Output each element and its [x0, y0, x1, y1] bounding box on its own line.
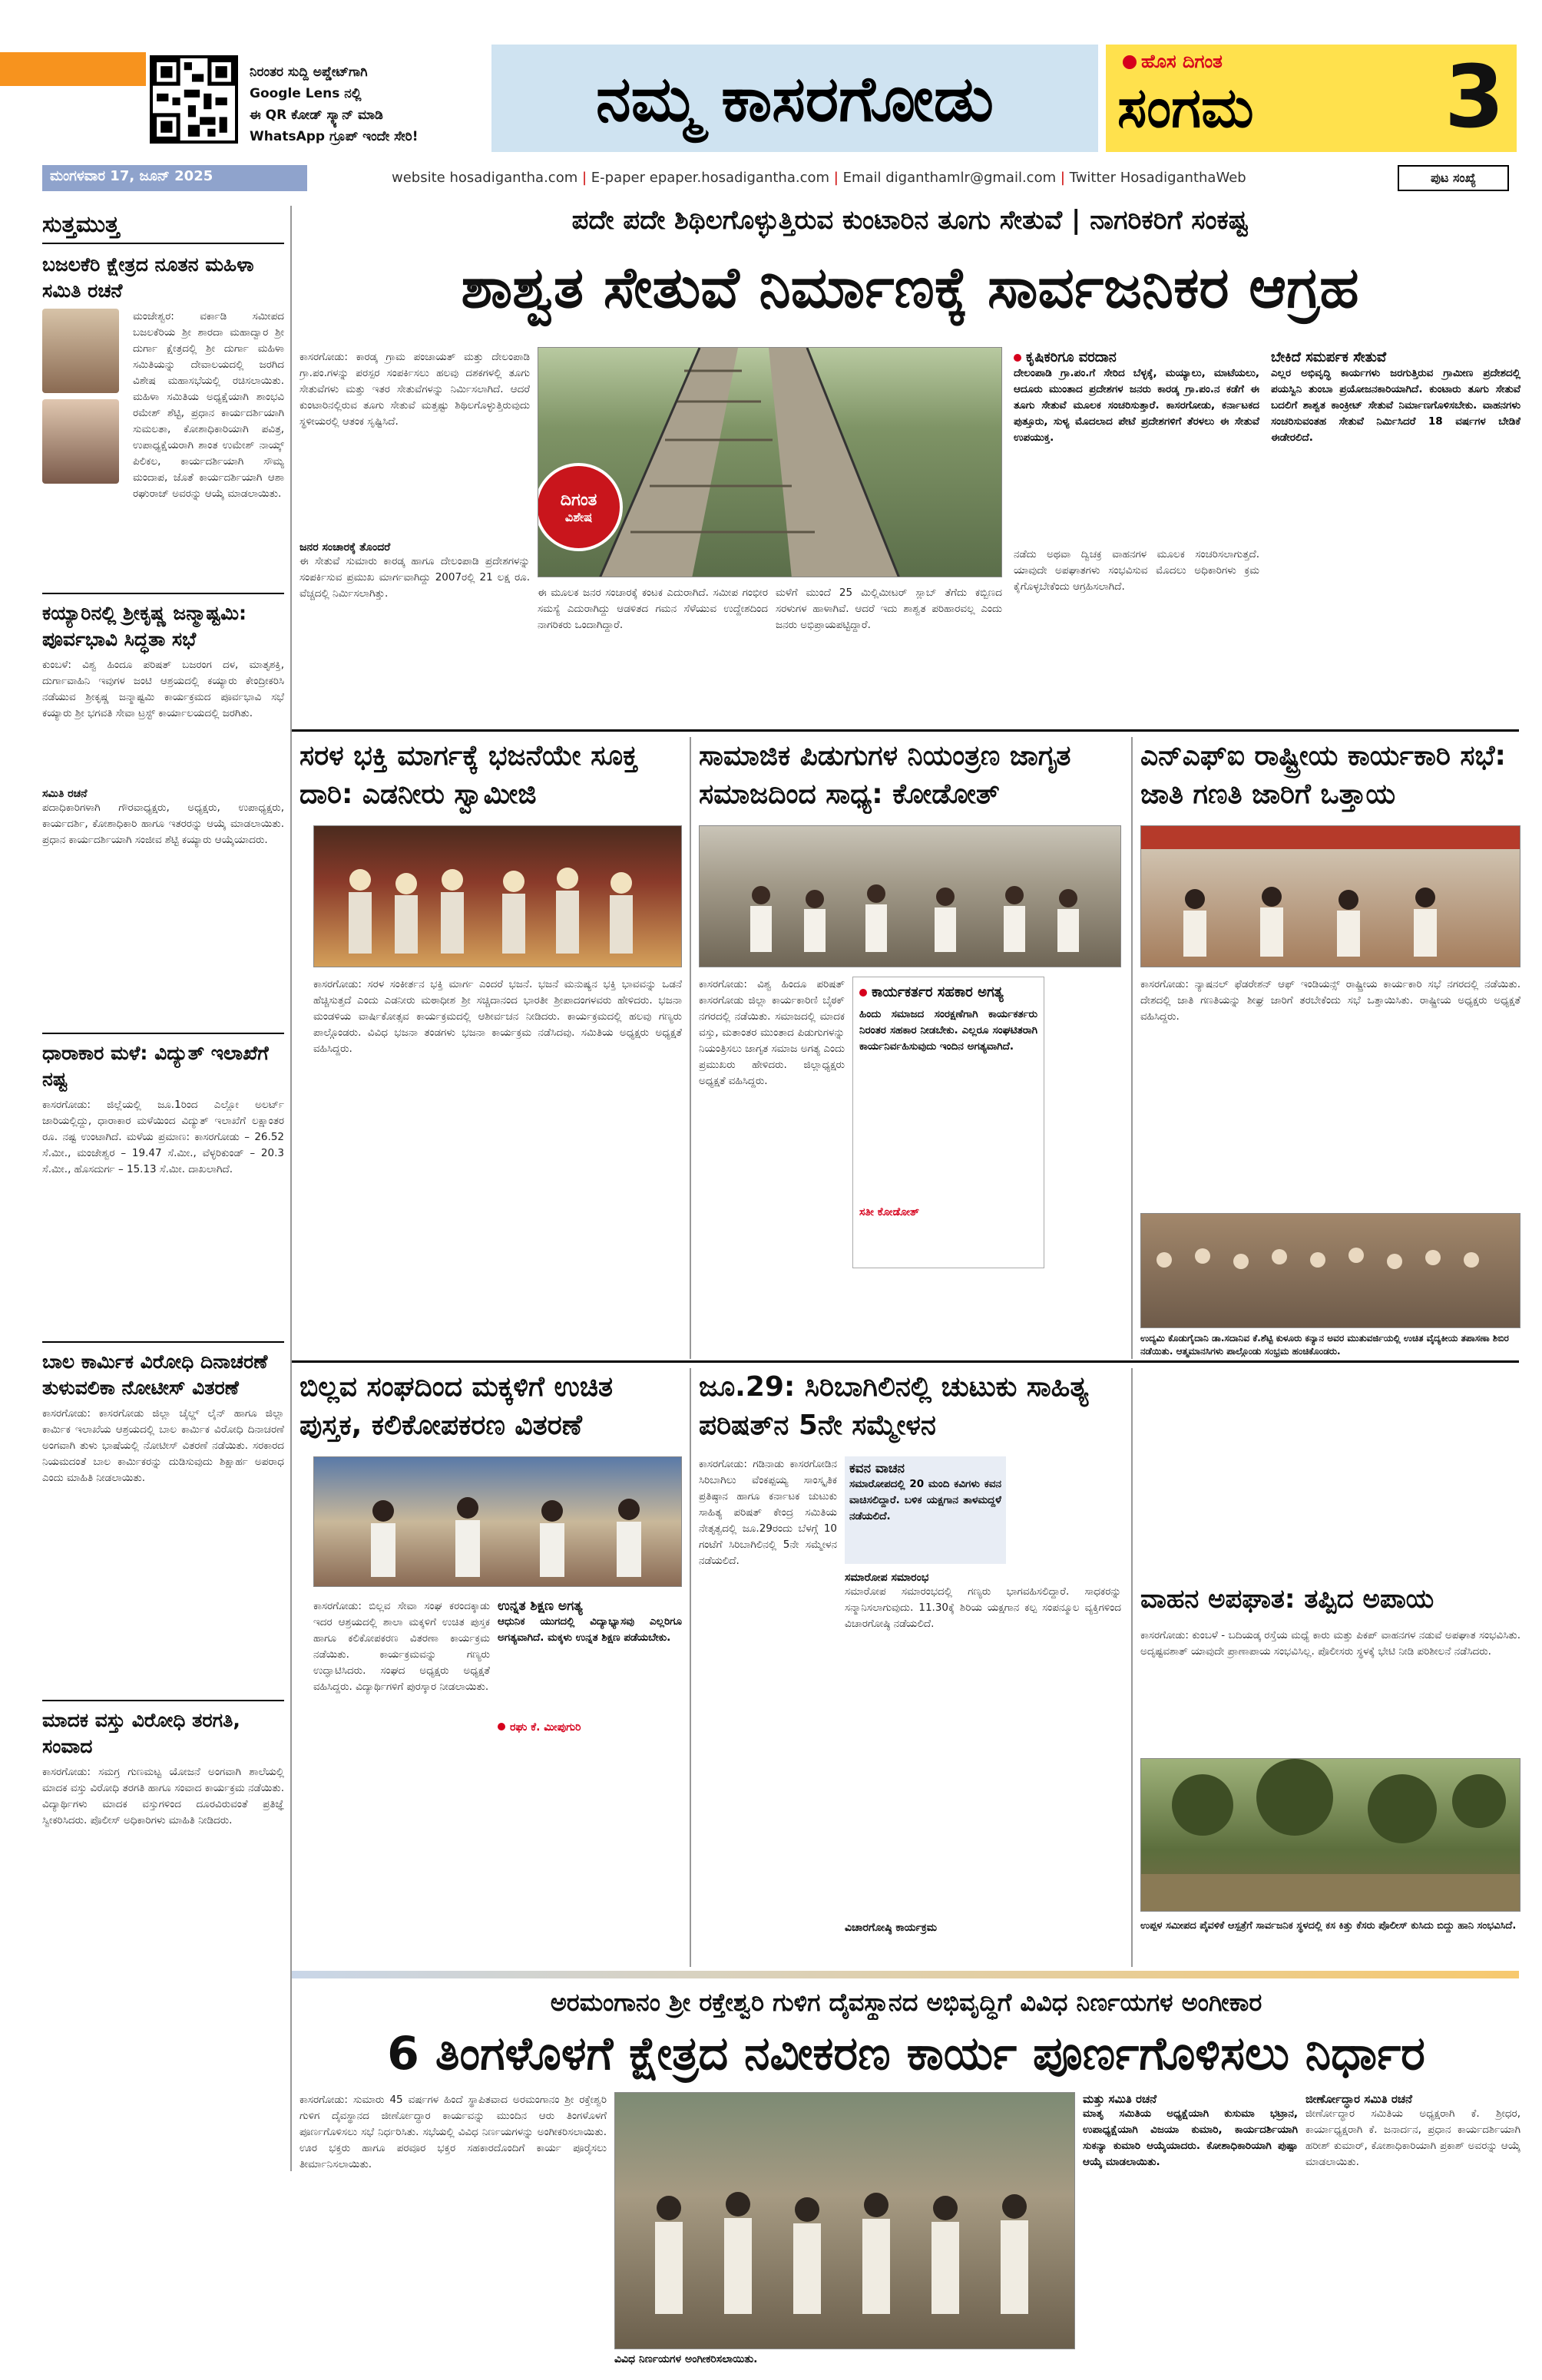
- story-bhajane: [299, 737, 683, 1359]
- story-subhead: ಸಮಿತಿ ರಚನೆ: [42, 788, 88, 800]
- bridge-photo: [538, 347, 1002, 577]
- page-number: 3: [1444, 48, 1504, 147]
- twitter-link[interactable]: Twitter HosadiganthaWeb: [1069, 170, 1246, 186]
- photo-caption: ವಿವಿಧ ನಿರ್ಣಯಗಳ ಅಂಗೀಕರಿಸಲಾಯಿತು.: [614, 2353, 758, 2365]
- bottom-headline: 6 ತಿಂಗಳೊಳಗೆ ಕ್ಷೇತ್ರದ ನವೀಕರಣ ಕಾರ್ಯ ಪೂರ್ಣಗೊಳಿಸಲು ನಿರ್ಧಾರ: [387, 2027, 1425, 2081]
- col-divider: [1131, 1368, 1133, 1967]
- story-body: ಕಾಸರಗೋಡು: ಕಾಸರಗೋಡು ಜಿಲ್ಲಾ ಚೈಲ್ಡ್ ಲೈನ್ ಹಾಗೂ ಜಿಲ್ಲಾ ಕಾರ್ಮಿಕ ಇಲಾಖೆಯ ಆಶ್ರಯದಲ್ಲಿ ಬಾಲ ಕಾರ್ಮಿಕ ವಿರೋಧಿ ದಿನಾಚರಣೆ ಅಂಗವಾಗಿ ತುಳು ಭಾಷೆಯಲ್ಲಿ ನೋಟೀಸ್ ವಿತರಣೆ ನಡೆಯಿತು. ಸರಕಾರದ ನಿಯಮದಂತೆ ಬಾಲ ಕಾರ್ಮಿಕರನ್ನು ದುಡಿಸುವುದು ಶಿಕ್ಷಾರ್ಹ ಅಪರಾಧ ಎಂದು ಮಾಹಿತಿ ನೀಡಲಾಯಿತು.: [42, 1407, 284, 1484]
- row-divider: [292, 1360, 1519, 1363]
- promo-line: WhatsApp ಗ್ರೂಪ್ ಇಂದೇ ಸೇರಿ!: [250, 129, 419, 144]
- brand-logo-icon: [1123, 55, 1137, 69]
- story-headline: ಸರಳ ಭಕ್ತಿ ಮಾರ್ಗಕ್ಕೆ ಭಜನೆಯೇ ಸೂಕ್ತ ದಾರಿ: ಎಡನೀರು ಸ್ವಾಮೀಜಿ: [299, 740, 638, 810]
- temple-meeting-photo: [614, 2092, 1075, 2349]
- seal-bottom: ವಿಶೇಷ: [564, 510, 593, 524]
- page-count: ಪುಟ ಸಂಖ್ಯೆ: [1430, 170, 1477, 185]
- info-bar: [42, 165, 1520, 191]
- story-headline: ಜೂ.29: ಸಿರಿಬಾಗಿಲಿನಲ್ಲಿ ಚುಟುಕು ಸಾಹಿತ್ಯ ಪರಿಷತ್‌ನ 5ನೇ ಸಮ್ಮೇಳನ: [699, 1371, 1089, 1441]
- story-vhp: [699, 737, 1125, 1359]
- supplement-name: ಸಂಗಮ: [1117, 75, 1254, 140]
- story-subhead: ಜನರ ಸಂಚಾರಕ್ಕೆ ತೊಂದರೆ: [299, 541, 391, 554]
- story-body: ಕಾಸರಗೋಡು: ಸಮಗ್ರ ಗುಣಮಟ್ಟ ಯೋಜನೆ ಅಂಗವಾಗಿ ಶಾಲೆಯಲ್ಲಿ ಮಾದಕ ವಸ್ತು ವಿರೋಧಿ ತರಗತಿ ಹಾಗೂ ಸಂವಾದ ಕಾರ್ಯಕ್ರಮ ನಡೆಯಿತು. ವಿದ್ಯಾರ್ಥಿಗಳು ಮಾದಕ ವಸ್ತುಗಳಿಂದ ದೂರವಿರುವಂತೆ ಪ್ರತಿಜ್ಞೆ ಸ್ವೀಕರಿಸಿದರು. ಪೊಲೀಸ್ ಅಧಿಕಾರಿಗಳು ಮಾಹಿತಿ ನೀಡಿದರು.: [42, 1766, 284, 1826]
- bullet-icon: [859, 989, 867, 997]
- story-headline: ಬಾಲ ಕಾರ್ಮಿಕ ವಿರೋಧಿ ದಿನಾಚರಣೆ ತುಳುವಲಿಕಾ ನೋಟೀಸ್ ವಿತರಣೆ: [42, 1350, 268, 1399]
- issue-date: ಮಂಗಳವಾರ 17, ಜೂನ್ 2025: [50, 168, 213, 184]
- quote-signature: ರಘು ಕೆ. ಮೀಪುಗುರಿ: [498, 1721, 682, 1734]
- seal-top: ದಿಗಂತ: [560, 491, 597, 510]
- quote-box: ಉನ್ನತ ಶಿಕ್ಷಣ ಅಗತ್ಯ ಆಧುನಿಕ ಯುಗದಲ್ಲಿ ವಿದ್ಯಾಭ್ಯಾಸವು ಎಲ್ಲರಿಗೂ ಅಗತ್ಯವಾಗಿದೆ. ಮಕ್ಕಳು ಉನ್ನತ ಶಿಕ್ಷಣ ಪಡೆಯಬೇಕು. ರಘು ಕೆ. ಮೀಪುಗುರಿ: [498, 1598, 682, 1734]
- story-headline: ಕಯ್ಯಾರಿನಲ್ಲಿ ಶ್ರೀಕೃಷ್ಣ ಜನ್ಮಾಷ್ಟಮಿ: ಪೂರ್ವಭಾವಿ ಸಿದ್ಧತಾ ಸಭೆ: [42, 602, 247, 650]
- story-body: ಪದಾಧಿಕಾರಿಗಳಾಗಿ ಗೌರವಾಧ್ಯಕ್ಷರು, ಅಧ್ಯಕ್ಷರು, ಉಪಾಧ್ಯಕ್ಷರು, ಕಾರ್ಯದರ್ಶಿ, ಕೋಶಾಧಿಕಾರಿ ಹಾಗೂ ಇತರರನ್ನು ಆಯ್ಕೆ ಮಾಡಲಾಯಿತು. ಪ್ರಧಾನ ಕಾರ್ಯದರ್ಶಿಯಾಗಿ ಸಂಜೀವ ಶೆಟ್ಟಿ ಕಯ್ಯಾರು ಆಯ್ಕೆಯಾದರು.: [42, 802, 284, 846]
- story-headline: ಎನ್‌ಎಫ್‌ಐ ರಾಷ್ಟ್ರೀಯ ಕಾರ್ಯಕಾರಿ ಸಭೆ: ಜಾತಿ ಗಣತಿ ಜಾರಿಗೆ ಒತ್ತಾಯ: [1140, 740, 1506, 810]
- sidebar-story-1: [42, 252, 284, 585]
- epaper-link[interactable]: E-paper epaper.hosadigantha.com: [591, 170, 830, 186]
- brand-name: ಹೊಸ ದಿಗಂತ: [1141, 51, 1223, 72]
- lead-body-col3: ಮಳೆಗೆ ಮುಂದೆ 25 ಮಿಲ್ಲಿಮೀಟರ್ ಸ್ಲಾಬ್ ತೆಗೆದು ಕಬ್ಬಿಣದ ಸರಳುಗಳ ಹಾಳಾಗಿವೆ. ಆದರೆ ಇದು ಶಾಶ್ವತ ಪರಿಹಾರವಲ್ಲ ಎಂದು ಜನರು ಅಭಿಪ್ರಾಯಪಟ್ಟಿದ್ದಾರೆ.: [776, 587, 1002, 631]
- sidebar-section-title: ಸುತ್ತಮುತ್ತ: [42, 206, 284, 244]
- col-divider: [1131, 737, 1133, 1359]
- story-headline: ಮಾದಕ ವಸ್ತು ವಿರೋಧಿ ತರಗತಿ, ಸಂವಾದ: [42, 1709, 240, 1757]
- promo-line: ನಿರಂತರ ಸುದ್ದಿ ಅಪ್ಡೇಟ್‌ಗಾಗಿ: [250, 64, 368, 80]
- crowd-photo: [1140, 1213, 1520, 1328]
- masthead-title: ನಮ್ಮ ಕಾಸರಗೋಡು: [596, 63, 994, 136]
- story-continuation: ಸಮಾರೋಪ ಸಮಾರಂಭ ಸಮಾರೋಪ ಸಮಾರಂಭದಲ್ಲಿ ಗಣ್ಯರು ಭಾಗವಹಿಸಲಿದ್ದಾರೆ. ಸಾಧಕರನ್ನು ಸನ್ಮಾನಿಸಲಾಗುವುದು. 11.30ಕ್ಕೆ ಶಿರಿಯ ಯಕ್ಷಗಾನ ಕಲ್ಪ ಸಂಪನ್ಮೂಲ ವ್ಯಕ್ತಿಗಳಿಂದ ವಿಚಾರಗೋಷ್ಠಿ ನಡೆಯಲಿದೆ. ವಿಚಾರಗೋಷ್ಠಿ ಕಾರ್ಯಕ್ರಮ: [845, 1572, 1121, 1934]
- page-count-box: [1398, 165, 1509, 191]
- promo-line: Google Lens ನಲ್ಲಿ: [250, 86, 362, 101]
- book-distribution-photo: [313, 1456, 682, 1587]
- lead-body-col1: ಕಾಸರಗೋಡು: ಕಾರಡ್ಕ ಗ್ರಾಮ ಪಂಚಾಯತ್ ಮತ್ತು ದೇಲಂಪಾಡಿ ಗ್ರಾ.ಪಂ.ಗಳನ್ನು ಪರಸ್ಪರ ಸಂಪರ್ಕಿಸಲು ಹಲವು ದಶಕಗಳಲ್ಲಿ ತೂಗು ಸೇತುವೆಗಳು ಮತ್ತು ಇತರ ಸೇತುವೆಗಳನ್ನು ನಿರ್ಮಿಸಲಾಗಿದೆ. ಆದರೆ ಕುಂಟಾರಿನಲ್ಲಿರುವ ತೂಗು ಸೇತುವೆ ಮತ್ತಷ್ಟು ಶಿಥಿಲಗೊಳ್ಳುತ್ತಿರುವುದು ಸ್ಥಳೀಯರಲ್ಲಿ ಆತಂಕ ಸೃಷ್ಟಿಸಿದೆ. ಜನರ ಸಂಚಾರಕ್ಕೆ ತೊಂದರೆ ಈ ಸೇತುವೆ ಸುಮಾರು ಕಾರಡ್ಕ ಹಾಗೂ ದೇಲಂಪಾಡಿ ಪ್ರದೇಶಗಳನ್ನು ಸಂಪರ್ಕಿಸುವ ಪ್ರಮುಖ ಮಾರ್ಗವಾಗಿದ್ದು 2007ರಲ್ಲಿ 21 ಲಕ್ಷ ರೂ. ವೆಚ್ಚದಲ್ಲಿ ನಿರ್ಮಿಸಲಾಗಿತ್ತು.: [299, 351, 530, 600]
- lead-box-1: ಕೃಷಿಕರಿಗೂ ವರದಾನ ದೇಲಂಪಾಡಿ ಗ್ರಾ.ಪಂ.ಗೆ ಸೇರಿದ ಬೆಳ್ಳಕ್ಕೆ, ಮಯ್ಯಾಲು, ಮಾಟೆಯಲು, ಆದೂರು ಮುಂತಾದ ಪ್ರದೇಶಗಳ ಜನರು ಕಾರಡ್ಕ ಗ್ರಾ.ಪಂ.ನ ಕಡೆಗೆ ಈ ತೂಗು ಸೇತುವೆ ಮೂಲಕ ಸಂಚರಿಸುತ್ತಾರೆ. ಕಾಸರಗೋಡು, ಕರ್ನಾಟಕದ ಪುತ್ತೂರು, ಸುಳ್ಯ ಮೊದಲಾದ ಪೇಟೆ ಪ್ರದೇಶಗಳಿಗೆ ತೆರಳಲು ಈ ಸೇತುವೆ ಉಪಯುಕ್ತ. ನಡೆದು ಅಥವಾ ದ್ವಿಚಕ್ರ ವಾಹನಗಳ ಮೂಲಕ ಸಂಚರಿಸಲಾಗುತ್ತದೆ. ಯಾವುದೇ ಅಪಘಾತಗಳು ಸಂಭವಿಸುವ ಮೊದಲು ಅಧಿಕಾರಿಗಳು ಕ್ರಮ ಕೈಗೊಳ್ಳಬೇಕೆಂದು ಆಗ್ರಹಿಸಲಾಗಿದೆ.: [1014, 349, 1259, 593]
- bottom-body-col3: ಮತ್ತು ಸಮಿತಿ ರಚನೆ ಮಾತೃ ಸಮಿತಿಯ ಅಧ್ಯಕ್ಷೆಯಾಗಿ ಕುಸುಮಾ ಭಟ್ರಾನ, ಉಪಾಧ್ಯಕ್ಷೆಯಾಗಿ ವಿಜಯಾ ಕುಮಾರಿ, ಕಾರ್ಯದರ್ಶಿಯಾಗಿ ಸುಕನ್ಯಾ ಕುಮಾರಿ ಆಯ್ಕೆಯಾದರು. ಕೋಶಾಧಿಕಾರಿಯಾಗಿ ಪುಷ್ಪಾ ಆಯ್ಕೆ ಮಾಡಲಾಯಿತು.: [1083, 2092, 1298, 2168]
- website-link[interactable]: website hosadigantha.com: [392, 170, 578, 186]
- promo-line: ಈ QR ಕೋಡ್ ಸ್ಕ್ಯಾನ್ ಮಾಡಿ: [250, 107, 383, 123]
- box-title: ಉನ್ನತ ಶಿಕ್ಷಣ ಅಗತ್ಯ: [498, 1598, 583, 1614]
- story-headline: ಧಾರಾಕಾರ ಮಳೆ: ವಿದ್ಯುತ್ ಇಲಾಖೆಗೆ ನಷ್ಟ: [42, 1042, 269, 1090]
- lead-body-col2: ಈ ಮೂಲಕ ಜನರ ಸಂಚಾರಕ್ಕೆ ಕಂಟಕ ಎದುರಾಗಿದೆ. ಸಮೀಪ ಗಂಭೀರ ಸಮಸ್ಯೆ ಎದುರಾಗಿದ್ದು ಆಡಳಿತದ ಗಮನ ಸೆಳೆಯುವ ಉದ್ದೇಶದಿಂದ ನಾಗರಿಕರು ಒಂದಾಗಿದ್ದಾರೆ.: [538, 587, 768, 631]
- row-divider: [292, 729, 1519, 732]
- contact-line: website hosadigantha.com | E-paper epaper.hosadigantha.com | Email diganthamlr@gmail.com | Twitter HosadiganthaWeb: [392, 170, 1246, 186]
- story-subhead: ಮತ್ತು ಸಮಿತಿ ರಚನೆ: [1083, 2092, 1157, 2106]
- quote-box: ಕಾರ್ಯಕರ್ತರ ಸಹಕಾರ ಅಗತ್ಯ ಹಿಂದು ಸಮಾಜದ ಸಂರಕ್ಷಣೆಗಾಗಿ ಕಾರ್ಯಕರ್ತರು ನಿರಂತರ ಸಹಕಾರ ನೀಡಬೇಕು. ಎಲ್ಲರೂ ಸಂಘಟಿತರಾಗಿ ಕಾರ್ಯನಿರ್ವಹಿಸುವುದು ಇಂದಿನ ಅಗತ್ಯವಾಗಿದೆ. ಸತೀ ಕೋಡೋತ್: [852, 977, 1044, 1268]
- bottom-kicker: ಅರಮಂಗಾನಂ ಶ್ರೀ ರಕ್ತೇಶ್ವರಿ ಗುಳಿಗ ದೈವಸ್ಥಾನದ ಅಭಿವೃದ್ಧಿಗೆ ವಿವಿಧ ನಿರ್ಣಯಗಳ ಅಂಗೀಕಾರ: [550, 1988, 1262, 2017]
- row-divider: [292, 1971, 1519, 1978]
- story-body: ಕಾಸರಗೋಡು: ಬಿಲ್ಲವ ಸೇವಾ ಸಂಘ ಕರಂದಕ್ಕಾಡು ಇದರ ಆಶ್ರಯದಲ್ಲಿ ಶಾಲಾ ಮಕ್ಕಳಿಗೆ ಉಚಿತ ಪುಸ್ತಕ ಹಾಗೂ ಕಲಿಕೋಪಕರಣ ವಿತರಣಾ ಕಾರ್ಯಕ್ರಮ ನಡೆಯಿತು. ಕಾರ್ಯಕ್ರಮವನ್ನು ಗಣ್ಯರು ಉದ್ಘಾಟಿಸಿದರು. ಸಂಘದ ಅಧ್ಯಕ್ಷರು ಅಧ್ಯಕ್ಷತೆ ವಹಿಸಿದ್ದರು. ವಿದ್ಯಾರ್ಥಿಗಳಿಗೆ ಪುರಸ್ಕಾರ ನೀಡಲಾಯಿತು.: [313, 1600, 490, 1693]
- story-headline: ಸಾಮಾಜಿಕ ಪಿಡುಗುಗಳ ನಿಯಂತ್ರಣ ಜಾಗೃತ ಸಮಾಜದಿಂದ ಸಾಧ್ಯ: ಕೋಡೋತ್: [699, 740, 1071, 810]
- story-body: ಕಾಸರಗೋಡು: ಸರಳ ಸಂಕೀರ್ತನ ಭಕ್ತಿ ಮಾರ್ಗ ಎಂದರೆ ಭಜನೆ. ಭಜನೆ ಮನುಷ್ಯನ ಭಕ್ತಿ ಭಾವವನ್ನು ಒಡನೆ ಹೆಚ್ಚಿಸುತ್ತದೆ ಎಂದು ಎಡನೀರು ಮಠಾಧೀಶ ಶ್ರೀ ಸಚ್ಚಿದಾನಂದ ಭಾರತೀ ಶ್ರೀಪಾದಂಗಳವರು ಹೇಳಿದರು. ಭಜನಾ ಮಂಡಳಿಯ ವಾರ್ಷಿಕೋತ್ಸವ ಕಾರ್ಯಕ್ರಮದಲ್ಲಿ ಆಶೀರ್ವಚನ ನೀಡಿದರು. ಕಾರ್ಯಕ್ರಮದಲ್ಲಿ ಹಲವು ಗಣ್ಯರು ಪಾಲ್ಗೊಂಡರು. ವಿವಿಧ ಭಜನಾ ತಂಡಗಳು ಭಜನಾ ಕಾರ್ಯಕ್ರಮ ನಡೆಸಿದವು. ಸಮಿತಿಯ ಅಧ್ಯಕ್ಷರು ಅಧ್ಯಕ್ಷತೆ ವಹಿಸಿದ್ದರು.: [313, 978, 682, 1055]
- portrait-photo: [42, 309, 119, 393]
- story-body: ಕಾಸರಗೋಡು: ವಿಶ್ವ ಹಿಂದೂ ಪರಿಷತ್ ಕಾಸರಗೋಡು ಜಿಲ್ಲಾ ಕಾರ್ಯಕಾರಿಣಿ ಬೈಠಕ್ ನಗರದಲ್ಲಿ ನಡೆಯಿತು. ಸಮಾಜದಲ್ಲಿ ಮಾದಕ ವಸ್ತು, ಮತಾಂತರ ಮುಂತಾದ ಪಿಡುಗುಗಳನ್ನು ನಿಯಂತ್ರಿಸಲು ಜಾಗೃತ ಸಮಾಜ ಅಗತ್ಯ ಎಂದು ಪ್ರಮುಖರು ಹೇಳಿದರು. ಜಿಲ್ಲಾಧ್ಯಕ್ಷರು ಅಧ್ಯಕ್ಷತೆ ವಹಿಸಿದ್ದರು.: [699, 978, 845, 1087]
- col-divider: [690, 737, 691, 1359]
- box-title: ಕೃಷಿಕರಿಗೂ ವರದಾನ: [1014, 349, 1259, 365]
- story-body: ಕಾಸರಗೋಡು: ಜಿಲ್ಲೆಯಲ್ಲಿ ಜೂ.1ರಿಂದ ಎಲ್ಲೋ ಅಲರ್ಟ್ ಜಾರಿಯಲ್ಲಿದ್ದು, ಧಾರಾಕಾರ ಮಳೆಯಿಂದ ವಿದ್ಯುತ್ ಇಲಾಖೆಗೆ ಲಕ್ಷಾಂತರ ರೂ. ನಷ್ಟ ಉಂಟಾಗಿದೆ. ಮಳೆಯ ಪ್ರಮಾಣ: ಕಾಸರಗೋಡು – 26.52 ಸೆ.ಮೀ., ಮಂಜೇಶ್ವರ – 19.47 ಸೆ.ಮೀ., ವೆಳ್ಳರಿಕುಂಡ್ – 20.3 ಸೆ.ಮೀ., ಹೊಸದುರ್ಗ – 15.13 ಸೆ.ಮೀ. ದಾಖಲಾಗಿದೆ.: [42, 1099, 284, 1175]
- portrait-photo: [42, 399, 119, 484]
- qr-code-icon[interactable]: [150, 55, 238, 144]
- bottom-body-col1: ಕಾಸರಗೋಡು: ಸುಮಾರು 45 ವರ್ಷಗಳ ಹಿಂದೆ ಸ್ಥಾಪಿತವಾದ ಅರಮಂಗಾನಂ ಶ್ರೀ ರಕ್ತೇಶ್ವರಿ ಗುಳಿಗ ದೈವಸ್ಥಾನದ ಜೀರ್ಣೋದ್ಧಾರ ಕಾರ್ಯವನ್ನು ಮುಂದಿನ ಆರು ತಿಂಗಳೊಳಗೆ ಪೂರ್ಣಗೊಳಿಸಲು ಸಭೆ ನಿರ್ಧರಿಸಿತು. ಸಭೆಯಲ್ಲಿ ವಿವಿಧ ನಿರ್ಣಯಗಳನ್ನು ಅಂಗೀಕರಿಸಲಾಯಿತು. ಊರ ಭಕ್ತರು ಹಾಗೂ ಪರವೂರ ಭಕ್ತರ ಸಹಕಾರದೊಂದಿಗೆ ಕಾರ್ಯ ಪೂರೈಸಲು ತೀರ್ಮಾನಿಸಲಾಯಿತು.: [299, 2094, 607, 2170]
- photo-caption: ಉದ್ಯಮಿ ಕೊಡುಗೈದಾನಿ ಡಾ.ಸದಾನಿವ ಕೆ.ಶೆಟ್ಟಿ ಕುಳೂರು ಕನ್ಯಾನ ಅವರ ಮುತುವರ್ಜಿಯಲ್ಲಿ ಉಚಿತ ವೈದ್ಯಕೀಯ ತಪಾಸಣಾ ಶಿಬಿರ ನಡೆಯಿತು. ಆತ್ಮಮಾನಸಿಗಳು ಪಾಲ್ಗೊಂಡು ಸಂಭ್ರಮ ಹಂಚಿಕೊಂಡರು.: [1140, 1333, 1509, 1357]
- story-headline: ಬಿಲ್ಲವ ಸಂಘದಿಂದ ಮಕ್ಕಳಿಗೆ ಉಚಿತ ಪುಸ್ತಕ, ಕಲಿಕೋಪಕರಣ ವಿತರಣೆ: [299, 1371, 614, 1441]
- info-box: ಕವನ ವಾಚನ ಸಮಾರೋಪದಲ್ಲಿ 20 ಮಂದಿ ಕವಿಗಳು ಕವನ ವಾಚಿಸಲಿದ್ದಾರೆ. ಬಳಿಕ ಯಕ್ಷಗಾನ ತಾಳಮದ್ದಳೆ ನಡೆಯಲಿದೆ.: [845, 1456, 1006, 1564]
- col-divider: [690, 1368, 691, 1967]
- promo-text: [250, 61, 480, 147]
- story-accident: [1140, 1582, 1520, 1965]
- story-subhead: ಜೀರ್ಣೋದ್ಧಾರ ಸಮಿತಿ ರಚನೆ: [1305, 2092, 1412, 2106]
- sidebar-story-3: [42, 1033, 284, 1335]
- bullet-icon: [1014, 354, 1021, 362]
- sidebar-story-2: [42, 593, 284, 1026]
- brand: [1123, 51, 1223, 72]
- sidebar-divider: [290, 206, 292, 2171]
- sidebar: [42, 206, 284, 2171]
- meeting-photo: [699, 825, 1121, 967]
- event-photo: [313, 825, 682, 967]
- digantha-seal: [538, 463, 623, 551]
- photo-caption: ಉಪ್ಪಳ ಸಮೀಪದ ಪೈವಳಿಕೆ ಆಸ್ಪತ್ರೆಗೆ ಸಾರ್ವಜನಿಕ ಸ್ಥಳದಲ್ಲಿ ಕಸ ಕಿತ್ತು ಕೆಸರು ಪೊಲೀಸ್‌ ಕುಸಿದು ಬಿದ್ದು ಹಾನಿ ಸಂಭವಿಸಿದೆ.: [1140, 1920, 1517, 1932]
- nfi-meeting-photo: [1140, 825, 1520, 967]
- bottom-body-col4: ಜೀರ್ಣೋದ್ಧಾರ ಸಮಿತಿ ರಚನೆ ಜೀರ್ಣೋದ್ಧಾರ ಸಮಿತಿಯ ಅಧ್ಯಕ್ಷರಾಗಿ ಕೆ. ಶ್ರೀಧರ, ಕಾರ್ಯಾಧ್ಯಕ್ಷರಾಗಿ ಕೆ. ಜನಾರ್ದನ, ಪ್ರಧಾನ ಕಾರ್ಯದರ್ಶಿಯಾಗಿ ಹರೀಶ್ ಕುಮಾರ್, ಕೋಶಾಧಿಕಾರಿಯಾಗಿ ಪ್ರಕಾಶ್ ಅವರನ್ನು ಆಯ್ಕೆ ಮಾಡಲಾಯಿತು.: [1305, 2092, 1520, 2168]
- story-headline: ಬಜಲಕೆರಿ ಕ್ಷೇತ್ರದ ನೂತನ ಮಹಿಳಾ ಸಮಿತಿ ರಚನೆ: [42, 253, 254, 302]
- box-title: ಕವನ ವಾಚನ: [849, 1461, 905, 1476]
- story-body: ಕುಂಬಳೆ: ವಿಶ್ವ ಹಿಂದೂ ಪರಿಷತ್ ಬಜರಂಗ ದಳ, ಮಾತೃಶಕ್ತಿ, ದುರ್ಗಾವಾಹಿನಿ ಇವುಗಳ ಜಂಟಿ ಆಶ್ರಯದಲ್ಲಿ ಕಯ್ಯಾರು ಕೇಂದ್ರೀಕರಿಸಿ ನಡೆಯುವ ಶ್ರೀಕೃಷ್ಣ ಜನ್ಮಾಷ್ಟಮಿ ಕಾರ್ಯಕ್ರಮದ ಪೂರ್ವಭಾವಿ ಸಭೆ ಕಯ್ಯಾರು ಶ್ರೀ ಭಗವತಿ ಸೇವಾ ಟ್ರಸ್ಟ್ ಕಾರ್ಯಾಲಯದಲ್ಲಿ ಜರಗಿತು.: [42, 659, 284, 719]
- lead-box-2: ಬೇಕಿದೆ ಸಮರ್ಪಕ ಸೇತುವೆ ಎಲ್ಲರ ಅಭಿವೃದ್ಧಿ ಕಾರ್ಯಗಳು ಜರಗುತ್ತಿರುವ ಗ್ರಾಮೀಣ ಪ್ರದೇಶದಲ್ಲಿ ಪಯಸ್ವಿನಿ ತುಂಬಾ ಪ್ರಯೋಜನಕಾರಿಯಾಗಿದೆ. ಕುಂಟಾರು ತೂಗು ಸೇತುವೆ ಬದಲಿಗೆ ಶಾಶ್ವತ ಕಾಂಕ್ರೀಟ್ ಸೇತುವೆ ನಿರ್ಮಾಣಗೊಳಿಸಬೇಕು. ವಾಹನಗಳು ಸಂಚರಿಸುವಂತಹ ಸೇತುವೆ ನಿರ್ಮಿಸಿದರೆ 18 ವರ್ಷಗಳ ಬೇಡಿಕೆ ಈಡೇರಲಿದೆ.: [1271, 349, 1520, 444]
- story-body: ಮಂಜೇಶ್ವರ: ವರ್ಕಾಡಿ ಸಮೀಪದ ಬಜಲಕೆರಿಯ ಶ್ರೀ ಶಾರದಾ ಮಹಾದ್ವಾರ ಶ್ರೀ ದುರ್ಗಾ ಕ್ಷೇತ್ರದಲ್ಲಿ ಶ್ರೀ ದುರ್ಗಾ ಮಹಿಳಾ ಸಮಿತಿಯನ್ನು ದೇವಾಲಯದಲ್ಲಿ ಜರಗಿದ ವಿಶೇಷ ಮಹಾಸಭೆಯಲ್ಲಿ ರಚಿಸಲಾಯಿತು. ಮಹಿಳಾ ಸಮಿತಿಯ ಅಧ್ಯಕ್ಷೆಯಾಗಿ ಶಾಂಭವಿ ರಮೇಶ್ ಶೆಟ್ಟಿ, ಪ್ರಧಾನ ಕಾರ್ಯದರ್ಶಿಯಾಗಿ ಸುಮಲತಾ, ಕೋಶಾಧಿಕಾರಿಯಾಗಿ ಪವಿತ್ರ, ಉಪಾಧ್ಯಕ್ಷೆಯರಾಗಿ ಶಾಂತ ಉಮೇಶ್ ನಾಯ್ಕ್ ಪಿಲಿಕಲ, ಕಾರ್ಯದರ್ಶಿಯಾಗಿ ಸೌಮ್ಯ ಮಂದಾಪ, ಜೊತೆ ಕಾರ್ಯದರ್ಶಿಯಾಗಿ ಆಶಾ ರಘುರಾಜ್ ಅವರನ್ನು ಆಯ್ಕೆ ಮಾಡಲಾಯಿತು.: [133, 310, 284, 500]
- masthead: [0, 0, 1542, 157]
- masthead-left-bar: [0, 52, 146, 86]
- story-subhead: ಸಮಾರೋಪ ಸಮಾರಂಭ: [845, 1572, 929, 1584]
- box-title: ಕಾರ್ಯಕರ್ತರ ಸಹಕಾರ ಅಗತ್ಯ: [859, 983, 1037, 1002]
- email-link[interactable]: Email diganthamlr@gmail.com: [842, 170, 1057, 186]
- story-chutuku: [699, 1368, 1125, 1967]
- story-subhead: ವಿಚಾರಗೋಷ್ಠಿ ಕಾರ್ಯಕ್ರಮ: [845, 1922, 938, 1934]
- box-title: ಬೇಕಿದೆ ಸಮರ್ಪಕ ಸೇತುವೆ: [1271, 349, 1387, 365]
- sidebar-story-4: [42, 1341, 284, 1694]
- quote-signature: ಸತೀ ಕೋಡೋತ್: [859, 1206, 919, 1218]
- story-body: ಕಾಸರಗೋಡು: ಗಡಿನಾಡು ಕಾಸರಗೋಡಿನ ಸಿರಿಬಾಗಿಲು ವೆಂಕಪ್ಪಯ್ಯ ಸಾಂಸ್ಕೃತಿಕ ಪ್ರತಿಷ್ಠಾನ ಹಾಗೂ ಕರ್ನಾಟಕ ಚುಟುಕು ಸಾಹಿತ್ಯ ಪರಿಷತ್ ಕೇಂದ್ರ ಸಮಿತಿಯ ನೇತೃತ್ವದಲ್ಲಿ ಜೂ.29ರಂದು ಬೆಳಗ್ಗೆ 10 ಗಂಟೆಗೆ ಸಿರಿಬಾಗಿಲಿನಲ್ಲಿ 5ನೇ ಸಮ್ಮೇಳನ ನಡೆಯಲಿದೆ.: [699, 1458, 837, 1567]
- lead-kicker: ಪದೇ ಪದೇ ಶಿಥಿಲಗೊಳ್ಳುತ್ತಿರುವ ಕುಂಟಾರಿನ ತೂಗು ಸೇತುವೆ | ನಾಗರಿಕರಿಗೆ ಸಂಕಷ್ಟ: [571, 205, 1249, 236]
- sidebar-story-5: [42, 1700, 284, 2087]
- story-body: ಕಾಸರಗೋಡು: ನ್ಯಾಷನಲ್ ಫೆಡರೇಶನ್ ಆಫ್ ಇಂಡಿಯನ್ಸ್ ರಾಷ್ಟ್ರೀಯ ಕಾರ್ಯಕಾರಿ ಸಭೆ ನಗರದಲ್ಲಿ ನಡೆಯಿತು. ದೇಶದಲ್ಲಿ ಜಾತಿ ಗಣತಿಯನ್ನು ಶೀಘ್ರ ಜಾರಿಗೆ ತರಬೇಕೆಂದು ಸಭೆ ಒತ್ತಾಯಿಸಿತು. ರಾಷ್ಟ್ರೀಯ ಅಧ್ಯಕ್ಷರು ಅಧ್ಯಕ್ಷತೆ ವಹಿಸಿದ್ದರು.: [1140, 978, 1520, 1023]
- bullet-icon: [498, 1723, 505, 1730]
- story-body: ಕಾಸರಗೋಡು: ಕುಂಬಳೆ - ಬದಿಯಡ್ಕ ರಸ್ತೆಯ ಮಧ್ಯೆ ಕಾರು ಮತ್ತು ಪಿಕಪ್ ವಾಹನಗಳ ನಡುವೆ ಅಪಘಾತ ಸಂಭವಿಸಿತು. ಅದೃಷ್ಟವಶಾತ್ ಯಾವುದೇ ಪ್ರಾಣಾಪಾಯ ಸಂಭವಿಸಿಲ್ಲ. ಪೊಲೀಸರು ಸ್ಥಳಕ್ಕೆ ಭೇಟಿ ನೀಡಿ ಪರಿಶೀಲನೆ ನಡೆಸಿದರು.: [1140, 1629, 1520, 1658]
- lead-headline: ಶಾಶ್ವತ ಸೇತುವೆ ನಿರ್ಮಾಣಕ್ಕೆ ಸಾರ್ವಜನಿಕರ ಆಗ್ರಹ: [461, 255, 1359, 321]
- story-billava: [299, 1368, 683, 1967]
- story-nfi: [1140, 737, 1520, 1359]
- accident-site-photo: [1140, 1758, 1520, 1912]
- story-headline: ವಾಹನ ಅಪಘಾತ: ತಪ್ಪಿದ ಅಪಾಯ: [1140, 1584, 1434, 1615]
